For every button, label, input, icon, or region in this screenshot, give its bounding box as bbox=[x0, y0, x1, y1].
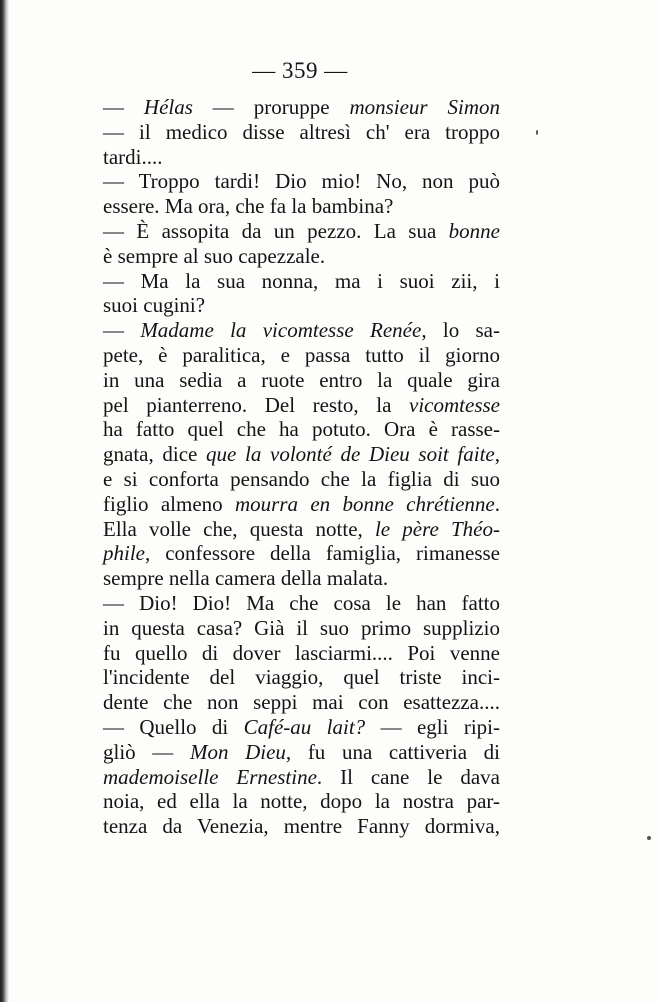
roman-text: fu quello di dover lasciarmi.... Poi venne bbox=[103, 640, 500, 665]
roman-text: suoi cugini? bbox=[103, 293, 206, 318]
roman-text: . Il cane le dava bbox=[316, 764, 501, 789]
roman-text: noia, ed ella la notte, dopo la nostra par- bbox=[103, 789, 500, 814]
text-line bbox=[103, 740, 500, 765]
text-line bbox=[103, 690, 500, 715]
roman-text: Ella volle che, questa notte, bbox=[103, 516, 375, 541]
roman-text: — Dio! Dio! Ma che cosa le han fatto bbox=[103, 590, 500, 615]
text-line bbox=[103, 492, 500, 517]
roman-text: . bbox=[494, 491, 501, 516]
roman-text: ha fatto quel che ha potuto. Ora è rasse- bbox=[103, 417, 500, 442]
text-line bbox=[103, 641, 500, 666]
roman-text: , fu una cattiveria di bbox=[285, 739, 500, 764]
text-line bbox=[103, 517, 500, 542]
page-left-edge-shadow bbox=[0, 0, 9, 1002]
roman-text: — È assopita da un pezzo. La sua bbox=[103, 218, 449, 243]
roman-text: — Ma la sua nonna, ma i suoi zii, i bbox=[103, 268, 500, 293]
body-text bbox=[103, 95, 500, 839]
roman-text: e si conforta pensando che la figlia di suo bbox=[103, 466, 500, 491]
text-line bbox=[103, 591, 500, 616]
text-line bbox=[103, 244, 500, 269]
roman-text: — Troppo tardi! Dio mio! No, non può bbox=[103, 169, 500, 194]
text-line bbox=[103, 467, 500, 492]
roman-text: gliò — bbox=[103, 739, 190, 764]
text-line bbox=[103, 343, 500, 368]
text-line bbox=[103, 665, 500, 690]
text-line bbox=[103, 765, 500, 790]
text-line bbox=[103, 120, 500, 145]
roman-text: — egli ripi- bbox=[365, 714, 500, 739]
roman-text: pete, è paralitica, e passa tutto il giorno bbox=[103, 342, 500, 367]
roman-text: , confessore della famiglia, rimanesse bbox=[145, 541, 500, 566]
text-line bbox=[103, 541, 500, 566]
roman-text: in questa casa? Già il suo primo supplizio bbox=[103, 615, 500, 640]
text-line bbox=[103, 219, 500, 244]
text-line bbox=[103, 417, 500, 442]
text-line bbox=[103, 616, 500, 641]
text-line bbox=[103, 145, 500, 170]
roman-text: essere. Ma ora, che fa la bambina? bbox=[103, 194, 394, 219]
roman-text: è sempre al suo capezzale. bbox=[103, 243, 326, 268]
roman-text: , bbox=[494, 442, 501, 467]
roman-text: tenza da Venezia, mentre Fanny dormiva, bbox=[103, 814, 500, 839]
italic-text: que la volonté de Dieu soit faite bbox=[206, 442, 495, 467]
text-line bbox=[103, 393, 500, 418]
roman-text: in una sedia a ruote entro la quale gira bbox=[103, 367, 500, 392]
italic-text: Hélas bbox=[143, 95, 193, 119]
italic-text: phile bbox=[103, 541, 145, 566]
roman-text: — Quello di bbox=[103, 714, 244, 739]
roman-text: pel pianterreno. Del resto, la bbox=[103, 392, 410, 417]
italic-text: le père Théo- bbox=[374, 516, 501, 541]
text-line bbox=[103, 318, 500, 343]
text-line bbox=[103, 95, 500, 120]
text-line bbox=[103, 194, 500, 219]
ink-speck bbox=[536, 130, 538, 135]
text-line bbox=[103, 566, 500, 591]
roman-text: figlio almeno bbox=[103, 491, 235, 516]
page-number: — 359 — bbox=[252, 58, 348, 83]
roman-text: l'incidente del viaggio, quel triste inci- bbox=[103, 665, 500, 690]
roman-text: , lo sa- bbox=[421, 318, 500, 343]
roman-text: — bbox=[103, 95, 144, 119]
italic-text: bonne bbox=[448, 218, 500, 243]
text-line bbox=[103, 814, 500, 839]
text-line bbox=[103, 169, 500, 194]
roman-text: — proruppe bbox=[192, 95, 350, 119]
italic-text: Madame la vicomtesse Renée bbox=[140, 318, 422, 343]
text-line bbox=[103, 293, 500, 318]
italic-text: monsieur Simon bbox=[349, 95, 501, 119]
italic-text: mourra en bonne chrétienne bbox=[234, 491, 495, 516]
text-line bbox=[103, 368, 500, 393]
italic-text: Café-au lait? bbox=[243, 714, 366, 739]
italic-text: vicomtesse bbox=[409, 392, 500, 417]
text-line bbox=[103, 442, 500, 467]
ink-speck bbox=[647, 836, 651, 840]
roman-text: sempre nella camera della malata. bbox=[103, 566, 389, 591]
roman-text: — il medico disse altresì ch' era troppo bbox=[103, 119, 500, 144]
text-line bbox=[103, 715, 500, 740]
text-line bbox=[103, 789, 500, 814]
text-line bbox=[103, 269, 500, 294]
roman-text: dente che non seppi mai con esattezza.... bbox=[103, 690, 500, 715]
italic-text: Mon Dieu bbox=[189, 739, 286, 764]
roman-text: gnata, dice bbox=[103, 442, 207, 467]
roman-text: tardi.... bbox=[103, 144, 163, 169]
roman-text: — bbox=[103, 318, 141, 343]
italic-text: mademoiselle Ernestine bbox=[103, 764, 317, 789]
